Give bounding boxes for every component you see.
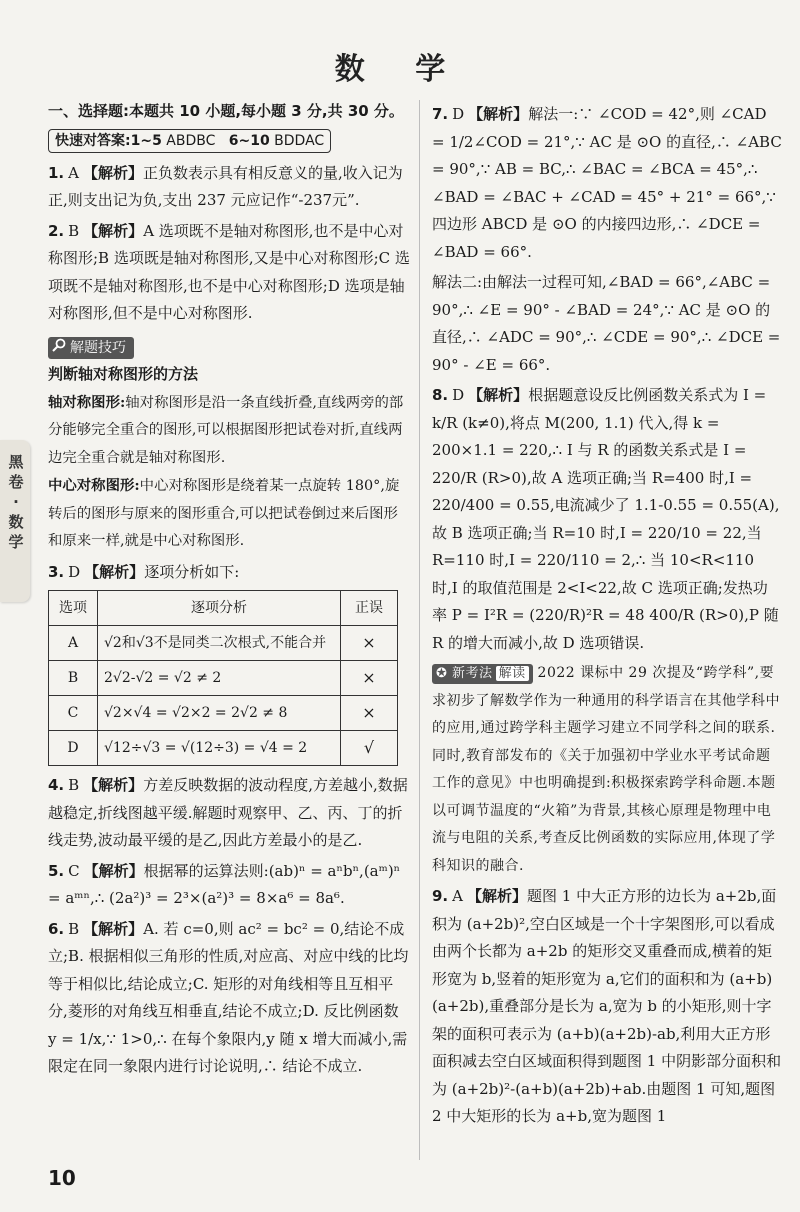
table-header: 选项 [49,591,98,626]
table-row [49,696,398,731]
solution-item-7 [432,101,782,266]
tip-paragraph-1 [48,389,410,473]
tip-head-2: 中心对称图形: [48,477,140,494]
side-tab-label: 黑卷·数学 [8,453,24,551]
item-tag: 【解析】 [468,386,529,404]
left-column [48,98,410,1084]
tip-text-2: 中心对称图形是绕着某一点旋转 180°,旋转后的图形与原来的图形重合,可以把试卷倒过来后图形和原来一样,就是中心对称图形. [48,478,400,549]
item-answer: A [68,163,79,182]
column-divider [419,100,420,1160]
new-exam-label-suffix: 解读 [496,666,529,681]
solution-item-6 [48,916,410,1081]
solution-item-4 [48,772,410,855]
item-number: 9. [432,887,449,905]
item-number: 7. [432,105,449,123]
item-text: 方差反映数据的波动程度,方差越小,数据越稳定,折线图越平缓.解题时观察甲、乙、丙、丁的折线走势,波动最平缓的是乙,因此方差最小的是乙. [48,776,408,849]
quick-answer-values-1: ABDBC [166,132,216,149]
tip-text-1: 轴对称图形是沿一条直线折叠,直线两旁的部分能够完全重合的图形,可以根据图形把试卷对折,直线两边完全重合就是轴对称图形. [48,394,404,466]
page-title: 数 学 [334,52,466,87]
item-text: 题图 1 中大正方形的边长为 a+2b,面积为 (a+2b)²,空白区域是一个十字架图形,可以看成由两个长都为 a+2b 的矩形交叉重叠而成,横着的矩形宽为 b,竖着的矩形宽为 a,它们的面积和为 (a+b)(a+2b),重叠部分是长为 a,宽为 b 的小矩形,则十字架的面积可表示为 (a+b)(a+2b)-ab,利用大正方形面积减去空白区域面积得到题图 1 中阴影部分面积和为 (a+2b)²-(a+b)(a+2b)+ab.由题图 1 可知,题图 2 中大矩形的长为 a+b,宽为题图 1 [432,887,782,1125]
item-text: 解法二:由解法一过程可知,∠BAD = 66°,∠ABC = 90°,∴ ∠E = 90° - ∠BAD = 24°,∵ AC 是 ⊙O 的直径,∴ ∠ADC = 90°,∴ ∠CDE = 90°,∴ ∠DCE = 90° - ∠E = 66°. [432,273,781,374]
item-number: 5. [48,861,65,880]
section-header: 一、选择题:本题共 10 小题,每小题 3 分,共 30 分。 [48,102,404,120]
right-column [432,98,782,1134]
item-tag: 【解析】 [84,562,145,581]
item-number: 6. [48,919,65,938]
tip-label-text: 解题技巧 [70,339,126,356]
table-cell-option: A [49,626,98,661]
item-text: A. 若 c=0,则 ac² = bc² = 0,结论不成立;B. 根据相似三角形的性质,对应高、对应中线的比均等于相似比,结论成立;C. 矩形的对角线相等且互相平分,菱形的对角线互相垂直,结论不成立;D. 反比例函数 y = 1/x,∵ 1>0,∴ 在每个象限内,y 随 x 增大而减小,需限定在同一象限内进行讨论说明,∴ 结论不成立. [48,919,409,1075]
quick-answer-range-2: 6~10 [228,132,270,149]
solution-item-1 [48,160,410,215]
item-tag: 【解析】 [83,776,144,794]
solution-item-2 [48,218,410,328]
side-tab [0,440,30,602]
new-exam-label-text: 新考法 [452,666,493,681]
magnifier-icon [52,337,66,359]
item-number: 3. [48,562,65,581]
item-text: 解法一:∵ ∠COD = 42°,则 ∠CAD = 1/2∠COD = 21°,∵ AC 是 ⊙O 的直径,∴ ∠ABC = 90°,∵ AB = BC,∴ ∠BAC = ∠BCA = 45°,∴ ∠BAD = ∠BAC + ∠CAD = 45° + 21° = 66°,∵ 四边形 ABCD 是 ⊙O 的内接四边形,∴ ∠DCE = ∠BAD = 66°. [432,105,782,261]
table-cell-option: B [49,661,98,696]
item-tag: 【解析】 [83,919,144,938]
table-cell-analysis: 2√2-√2 = √2 ≠ 2 [98,661,341,696]
table-row [49,661,398,696]
item-answer: A [452,887,463,905]
item-text: 逐项分析如下: [144,562,240,581]
quick-answer-range-1: 1~5 [130,132,162,149]
quick-answer-label: 快速对答案: [55,132,131,149]
item-text: 根据幂的运算法则:(ab)ⁿ = aⁿbⁿ,(aᵐ)ⁿ = aᵐⁿ,∴ (2a²)³ = 2³×(a²)³ = 8×a⁶ = 8a⁶. [48,861,401,907]
item-tag: 【解析】 [468,105,529,123]
table-cell-analysis: √2×√4 = √2×2 = 2√2 ≠ 8 [98,696,341,731]
table-cell-analysis: √2和√3不是同类二次根式,不能合并 [98,626,341,661]
solution-item-9 [432,883,782,1131]
new-exam-label [432,664,533,684]
table-cell-result: √ [341,731,398,766]
item-text: 正负数表示具有相反意义的量,收入记为正,则支出记为负,支出 237 元应记作“-237元”. [48,163,403,209]
item-number: 1. [48,163,65,182]
solution-item-3 [48,559,410,587]
tip-title: 判断轴对称图形的方法 [48,365,199,383]
table-row [49,626,398,661]
table-cell-result: × [341,696,398,731]
item-answer: C [68,861,80,880]
item-text: A 选项既不是轴对称图形,也不是中心对称图形;B 选项既是轴对称图形,又是中心对称图形;C 选项既不是轴对称图形,也不是中心对称图形;D 选项是轴对称图形,但不是中心对称图形. [48,221,410,322]
tip-paragraph-2 [48,472,410,556]
quick-answer-values-2: BDDAC [274,132,325,149]
solution-item-7-method-2 [432,269,782,379]
new-exam-note [432,660,782,880]
table-cell-result: × [341,626,398,661]
solution-item-8 [432,382,782,657]
item-answer: B [68,919,80,938]
page-number: 10 [48,1166,76,1190]
table-cell-analysis: √12÷√3 = √(12÷3) = √4 = 2 [98,731,341,766]
item-tag: 【解析】 [466,887,527,905]
item-answer: B [68,776,80,794]
tip-head-1: 轴对称图形: [48,393,126,411]
item-answer: B [68,221,80,240]
new-exam-text: 2022 课标中 29 次提及“跨学科”,要求初步了解数学作为一种通用的科学语言在其他学科中的应用,通过跨学科主题学习建立不同学科之间的联系.同时,教育部发布的《关于加强初中学业水平考试命题工作的意见》中也明确提到:积极探索跨学科命题.本题以可调节温度的“火箱”为背景,其核心原理是物理中电流与电阻的关系,考查反比例函数的实际应用,体现了学科知识的融合. [432,665,780,874]
table-cell-option: D [49,731,98,766]
table-header: 逐项分析 [98,591,341,626]
lightbulb-icon: ✪ [436,666,448,681]
item-tag: 【解析】 [82,163,143,182]
item-number: 2. [48,221,65,240]
item-tag: 【解析】 [83,861,144,880]
item-number: 8. [432,386,449,404]
table-header: 正误 [341,591,398,626]
item-answer: D [68,562,81,581]
item-text: 根据题意设反比例函数关系式为 I = k/R (k≠0),将点 M(200, 1.1) 代入,得 k = 200×1.1 = 220,∴ I 与 R 的函数关系式是 I = 220/R (R>0),故 A 选项正确;当 R=400 时,I = 220/400 = 0.55,电流减少了 1.1-0.55 = 0.55(A),故 B 选项正确;当 R=10 时,I = 220/10 = 22,当 R=110 时,I = 220/110 = 2,∴ 当 10<R<110 时,I 的取值范围是 2<I<22,故 C 选项正确;发热功率 P = I²R = (220/R)²R = 48 400/R (R>0),P 随 R 的增大而减小,故 D 选项错误. [432,386,780,652]
table-cell-result: × [341,661,398,696]
item-tag: 【解析】 [83,221,144,240]
tip-label [48,337,134,359]
table-row [49,731,398,766]
analysis-table [48,590,398,766]
item-number: 4. [48,776,65,794]
item-answer: D [452,386,465,404]
table-header-row [49,591,398,626]
table-cell-option: C [49,696,98,731]
solution-item-5 [48,858,410,913]
quick-answer-box [48,129,331,153]
item-answer: D [452,105,465,123]
